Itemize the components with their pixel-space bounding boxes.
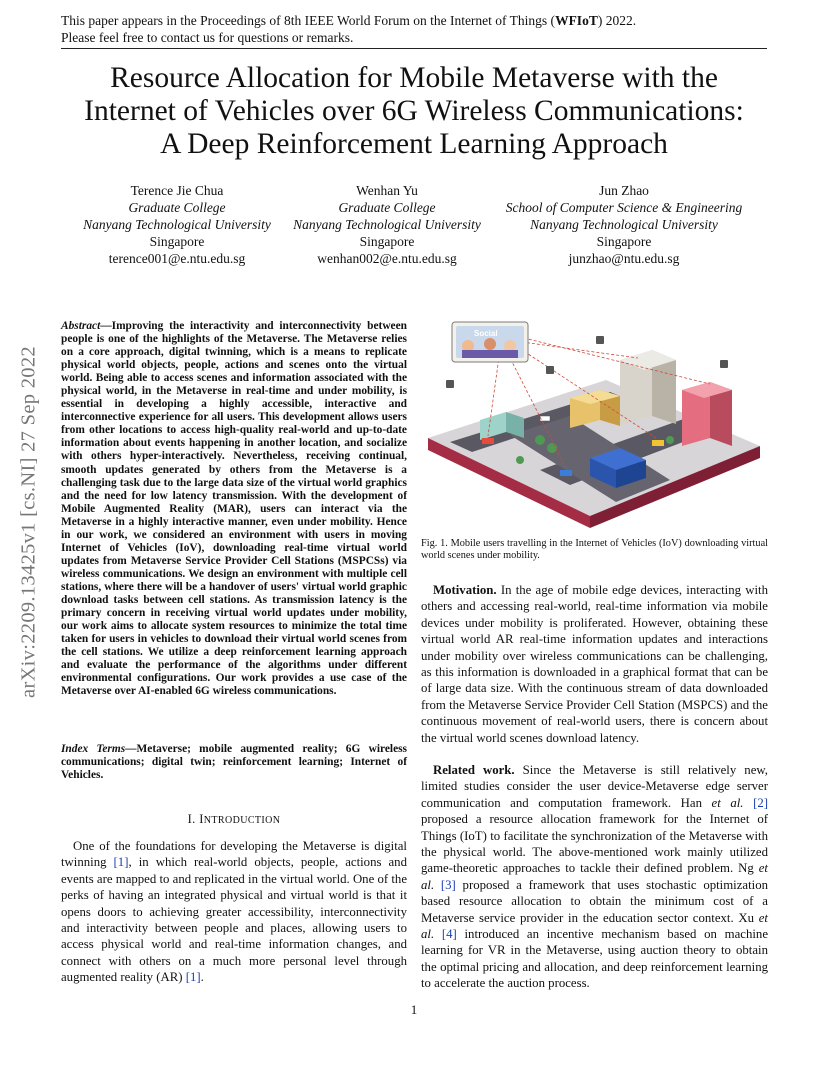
author-org: Nanyang Technological University [293, 217, 481, 232]
related-text: proposed a framework that uses stochastic optimization based resource allocation to obtain the minimum cost of a Metaverse service provider in the education sector context. Xu [421, 877, 769, 925]
index-terms [61, 743, 407, 782]
author-email[interactable]: terence001@e.ntu.edu.sg [108, 251, 246, 266]
intro-text: . [200, 970, 204, 985]
social-bubble-label: Social [474, 329, 498, 338]
related-text: Since the Metaverse is still relatively new, limited studies consider the user device-Metaverse edge server communication and computation framework. Han [421, 763, 768, 810]
related-text [434, 927, 442, 941]
user-icon [720, 360, 728, 368]
car [560, 470, 572, 476]
header-rule [61, 48, 767, 49]
related-text: proposed a resource allocation framework for the Internet of Things (IoT) to facilitate the synchronization of the Metaverse with the physical world. The above-mentioned work mainly utilized game-theoretic approaches to tackle their defined problem. Ng [421, 812, 768, 876]
index-terms-label: Index Terms [61, 743, 126, 755]
author-name: Wenhan Yu [356, 183, 418, 198]
tree [516, 456, 524, 464]
notice-venue: WFIoT [555, 13, 598, 28]
title-line-2: Internet of Vehicles over 6G Wireless Communications: [84, 95, 744, 127]
figure-caption: Fig. 1. Mobile users travelling in the Internet of Vehicles (IoV) downloading virtual world scenes under mobility. [421, 538, 768, 562]
title-line-1: Resource Allocation for Mobile Metaverse with the [110, 62, 718, 94]
car [540, 416, 550, 421]
abstract [61, 320, 407, 698]
section-title-initial: I [199, 812, 204, 826]
et-al: et al. [421, 910, 768, 942]
citation-link[interactable]: [4] [441, 927, 457, 942]
notice-year: ) 2022. [597, 13, 637, 28]
author-dept: School of Computer Science & Engineering [505, 200, 743, 215]
notice-contact: Please feel free to contact us for questions or remarks. [61, 30, 354, 45]
author-dept: Graduate College [338, 200, 436, 215]
abstract-label: Abstract [61, 320, 101, 332]
title-line-3: A Deep Reinforcement Learning Approach [160, 128, 668, 160]
citation-link[interactable]: [1] [185, 970, 201, 985]
abstract-text: —Improving the interactivity and interconnectivity between people is one of the highlights of the Metaverse. The Metaverse relies on a core approach, digital twinning, which is a means to replicate physical world objects, people, actions and scenes onto the virtual world. Being able to access scenes and information associated with the physical world, in the Metaverse in real-time and under mobility, is essential in developing a highly accessible, interactive and interconnective experience for all users. This development allows users from other locations to access high-quality real-world and up-to-date information about events happening in another location, and socialize with others hyper-interactively. Nevertheless, receiving continual, smooth updates generated by others from the Metaverse is a challenging task due to the large data size of the virtual world graphics and the need for low latency transmission. With the development of Mobile Augmented Reality (MAR), users can interact via the Metaverse in a highly interactive manner, even under mobility. Hence in our work, we considered an environment with users in moving Internet of Vehicles (IoV), downloading real-time virtual world updates from Metaverse Service Provider Cell Stations (MSPCSs) via wireless communications. We design an environment with multiple cell stations, where there will be a handover of users' virtual world graphic download tasks between cell stations. As transmission latency is the primary concern in receiving virtual world updates under mobility, our work aims to allocate system resources to minimize the total time taken for users in vehicles to download their virtual world scenes from the cell stations. We utilize a deep reinforcement learning approach and evaluate the performance of the algorithms under different environmental configurations. Our work provides a use case of the Metaverse over AI-enabled 6G wireless communications. [61, 320, 407, 698]
citation-link[interactable]: [2] [753, 795, 769, 810]
figure-1-illustration [420, 320, 768, 530]
citation-link[interactable]: [1] [113, 855, 129, 870]
user-icon [546, 366, 554, 374]
intro-text: One of the foundations for developing the Metaverse is digital twinning [61, 839, 407, 870]
author-2 [282, 182, 492, 267]
author-3 [496, 182, 752, 267]
section-title-rest: NTRODUCTION [203, 815, 281, 826]
page-number: 1 [410, 1002, 418, 1017]
author-name: Terence Jie Chua [130, 183, 224, 198]
author-country: Singapore [596, 234, 652, 249]
motivation-paragraph [421, 582, 768, 746]
arxiv-identifier[interactable]: arXiv:2209.13425v1 [cs.NI] 27 Sep 2022 [17, 346, 40, 698]
author-1 [72, 182, 282, 267]
related-label: Related work. [433, 763, 515, 777]
social-bubble [452, 322, 528, 362]
et-al: et al. [711, 795, 744, 810]
author-name: Jun Zhao [599, 183, 649, 198]
notice-text: This paper appears in the Proceedings of 8th IEEE World Forum on the Internet of Things ( [61, 13, 556, 28]
et-al: et al. [421, 861, 768, 892]
intro-text: , in which real-world objects, people, actions and events are mapped to and replicated in the virtual world. One of the perks of having an integrated physical and virtual world is that it opens doors to achieving greater accessibility, interconnectivity and interactivity between people and places, allowing users to access physical world and real-time information changes, and connect with others on a much more personal level through augmented reality (AR) [61, 855, 407, 985]
car [652, 440, 664, 446]
intro-paragraph [61, 838, 407, 986]
related-text [434, 878, 441, 892]
section-heading [61, 812, 407, 827]
related-work-paragraph [421, 762, 768, 992]
author-email[interactable]: junzhao@ntu.edu.sg [568, 251, 680, 266]
arxiv-sidebar [14, 292, 44, 752]
car [482, 438, 494, 444]
related-text [744, 796, 754, 810]
building [682, 382, 732, 446]
city-iov-illustration [420, 320, 768, 530]
publication-notice [61, 12, 636, 46]
author-org: Nanyang Technological University [83, 217, 271, 232]
tree [535, 435, 545, 445]
related-text: introduced an incentive mechanism based on machine learning for VR in the Metaverse, using auction theory to obtain the optimal pricing and allocation, and deep reinforcement learning to accelerate the auction process. [421, 927, 768, 991]
user-icon [446, 380, 454, 388]
tree [666, 436, 674, 444]
motivation-label: Motivation. [433, 583, 497, 597]
paper-title [40, 62, 788, 161]
user-icon [596, 336, 604, 344]
tree [547, 443, 557, 453]
citation-link[interactable]: [3] [440, 877, 456, 892]
building [620, 350, 676, 426]
author-country: Singapore [149, 234, 205, 249]
motivation-text: In the age of mobile edge devices, interacting with others and accessing real-world, real-time information via mobile devices under mobility is proliferated. However, obtaining these virtual world AR real-time information updates and interactions under mobility over wireless communications can be challenging, as this information is downloaded in a graphical format that can be of large data size. With the continuous stream of data downloaded from the Metaverse Service Provider Cell Station (MSPCS) and the continuous movement of real-world users, there is concern about the virtual world scenes download latency. [421, 583, 768, 745]
author-email[interactable]: wenhan002@e.ntu.edu.sg [317, 251, 457, 266]
section-number: I. [187, 812, 200, 826]
author-dept: Graduate College [128, 200, 226, 215]
index-terms-text: —Metaverse; mobile augmented reality; 6G wireless communications; digital twin; reinforcement learning; Internet of Vehicles. [61, 743, 407, 782]
author-country: Singapore [359, 234, 415, 249]
author-org: Nanyang Technological University [530, 217, 718, 232]
